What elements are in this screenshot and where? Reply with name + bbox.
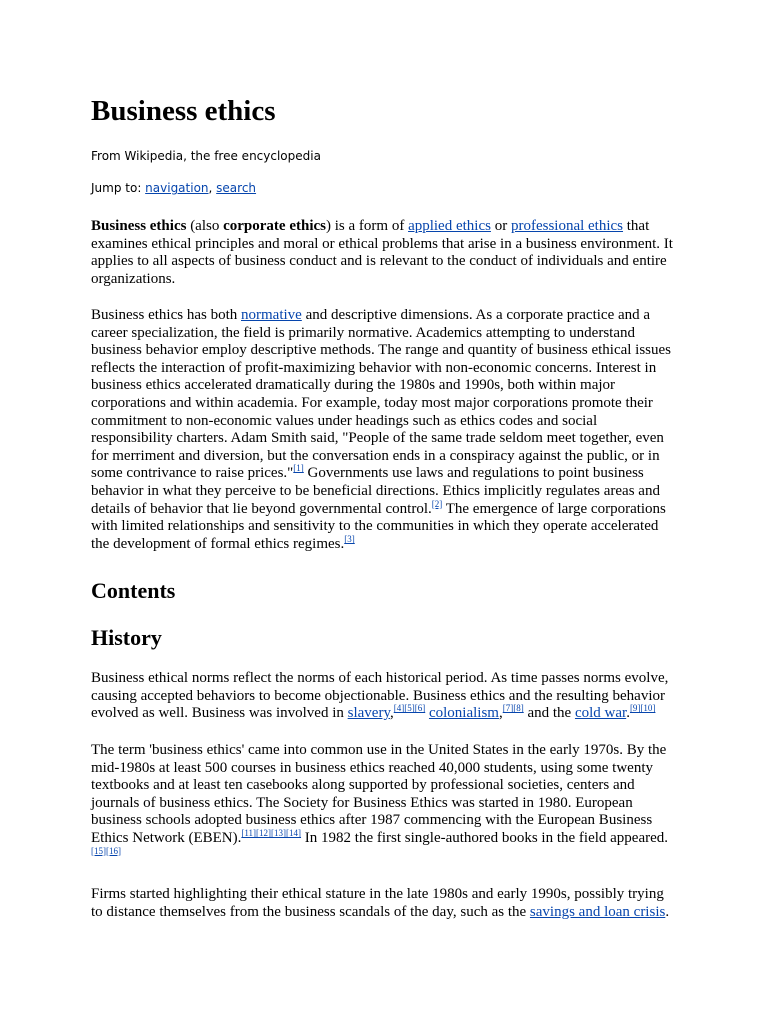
text-run: Governments use laws and regulations to point business behavior in what they perceive to be beneficial directions. Ethics implicitly regulates areas and details of behavior that lie beyond governmental control. (91, 465, 660, 517)
citation-link[interactable]: [4][5][6] (393, 703, 426, 714)
text-run: or (490, 218, 511, 234)
text-run: , (498, 705, 503, 722)
text-run: and descriptive dimensions. As a corporate practice and a career specialization, the field is primarily normative. Academics attempting to understand business behavior employ descriptive methods. The range and quantity of business ethical issues reflects the interaction of profit-maximizing behavior with non-economic concerns. Interest in business ethics accelerated dramatically during the 1980s and 1990s, both within major corporations and within academia. For example, today most major corporations promote their commitment to non-economic values under headings such as ethics codes and social responsibility charters. Adam Smith said, "People of the same trade seldom meet together, even for merriment and diversion, but the conversation ends in a conspiracy against the public, or in some contrivance to raise prices." (91, 307, 672, 482)
citation-link[interactable]: [15][16] (91, 845, 121, 856)
slavery-link[interactable]: slavery (347, 705, 390, 722)
text-run: (also (186, 218, 224, 234)
text-run: The term 'business ethics' came into common use in the United States in the early 1970s. By the mid-1980s at least 500 courses in business ethics reached 40,000 students, using some twenty textbooks and at least ten casebooks along supported by professional societies, centers and journals of business ethics. The Society for Business Ethics was started in 1980. European business schools adopted business ethics after 1987 commencing with the European Business Ethics Network (EBEN). (91, 742, 667, 846)
dimensions-paragraph (91, 307, 675, 553)
bold-term-corporate-ethics: corporate ethics (223, 218, 326, 234)
contents-heading: Contents (91, 578, 176, 603)
professional-ethics-link[interactable]: professional ethics (510, 218, 624, 234)
text-run: . (665, 903, 670, 920)
text-run: . (626, 705, 630, 722)
site-tagline: From Wikipedia, the free encyclopedia (91, 149, 321, 163)
citation-link[interactable]: [9][10] (629, 703, 656, 714)
citation-link[interactable]: [3] (344, 533, 355, 544)
text-run: Firms started highlighting their ethical stature in the late 1980s and early 1990s, possibly trying to distance themselves from the business scandals of the day, such as the (91, 886, 664, 920)
citation-link[interactable]: [2] (431, 498, 443, 509)
jump-links (91, 179, 256, 197)
history-paragraph (91, 886, 675, 921)
history-heading: History (91, 625, 162, 650)
intro-paragraph (91, 218, 675, 288)
text-run: that examines ethical principles and moral or ethical problems that arise in a business environment. It applies to all aspects of business conduct and is relevant to the conduct of individuals and entire organizations. (91, 218, 673, 287)
navigation-link[interactable]: navigation (145, 181, 209, 195)
citation-link[interactable]: [11][12][13][14] (241, 827, 302, 838)
text-run: In 1982 the first single-authored books in the field appeared. (301, 829, 669, 846)
bold-term-business-ethics: Business ethics (91, 218, 187, 234)
text-run: ) is a form of (326, 218, 409, 234)
text-run: and the (523, 705, 575, 722)
citation-link[interactable]: [7][8] (502, 703, 524, 714)
citation-link[interactable]: [1] (293, 463, 304, 474)
applied-ethics-link[interactable]: applied ethics (408, 218, 491, 234)
history-paragraph (91, 670, 675, 723)
text-run: , (389, 705, 394, 722)
page-title: Business ethics (91, 95, 276, 127)
cold-war-link[interactable]: cold war (574, 705, 627, 722)
text-run: The emergence of large corporations with limited relationships and sensitivity to the communities in which they operate accelerated the development of formal ethics regimes. (91, 500, 666, 552)
colonialism-link[interactable]: colonialism (428, 705, 499, 722)
text-run: Business ethics has both (91, 307, 241, 323)
history-paragraph (91, 742, 675, 865)
search-link[interactable]: search (216, 181, 257, 195)
jump-separator: , (208, 181, 217, 195)
savings-and-loan-crisis-link[interactable]: savings and loan crisis (529, 903, 666, 920)
jump-label: Jump to: (91, 181, 146, 195)
text-run: Business ethical norms reflect the norms of each historical period. As time passes norms evolve, causing accepted behaviors to become objectionable. Business ethics and the resulting behavior evolved as well. Business was involved in (91, 670, 669, 722)
normative-link[interactable]: normative (241, 307, 302, 323)
